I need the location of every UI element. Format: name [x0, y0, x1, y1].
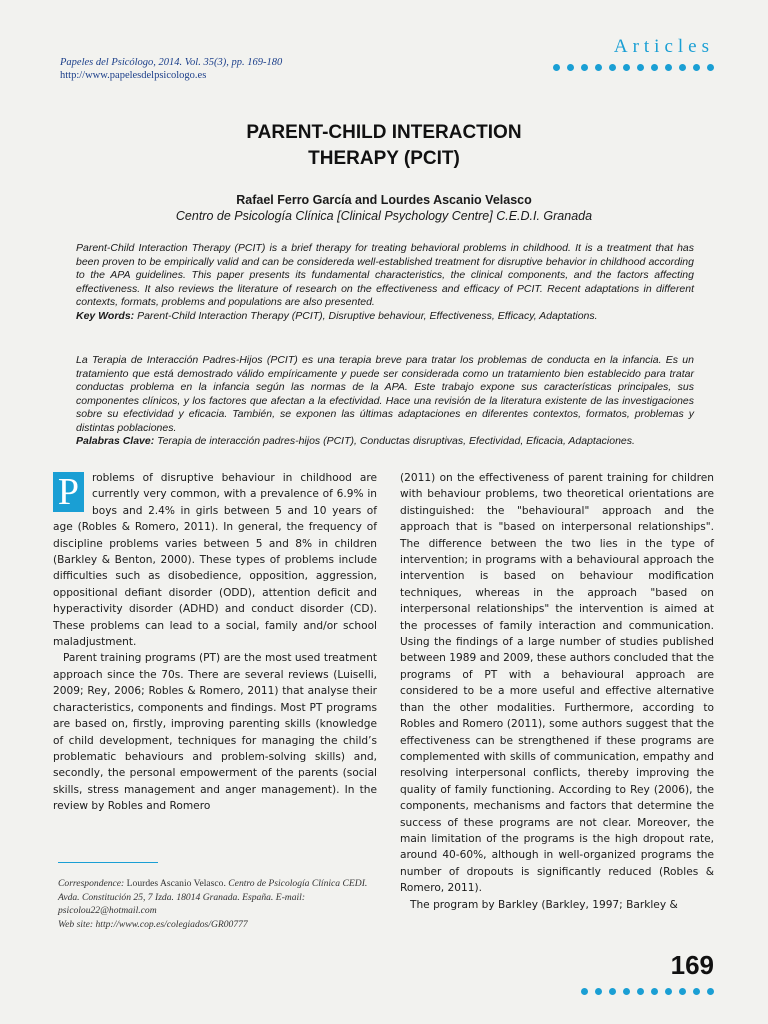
journal-citation: Papeles del Psicólogo, 2014. Vol. 35(3), pp. 169-180 [60, 57, 283, 68]
correspondence-website[interactable]: Web site: http://www.cop.es/colegiados/GR00777 [58, 918, 248, 930]
article-title [0, 120, 768, 172]
paragraph-3: (2011) on the effectiveness of parent training for children with behaviour problems, two theoretical orientations are distinguished: the "behavioural" approach and the approach that is "based on interpersonal relationships". The difference between the two lies in the type of intervention; in programs with a behavioural approach the intervention is based on behaviour modification techniques, whereas in the approach "based on interpersonal relationships" the intervention is aimed at the processes of family interaction and communication. Using the findings of a large number of studies published between 1989 and 2009, these authors concluded that the programs of PT with a behavioural approach are considered to be a more useful and effective alternative than the other modalities. Furthermore, according to Robles and Romero (2011), some authors suggest that the effectiveness can be strengthened if these programs are complemented with skills of communication, empathy and resolving interpersonal conflicts, thereby improving the quality of family functioning. According to Rey (2006), the components, mechanisms and factors that determine the success of these programs are not clear. Moreover, the main limitation of the programs is the high dropout rate, around 40-60%, although in well-organized programs the number of dropouts is significantly reduced (Robles & Romero, 2011). [400, 472, 714, 895]
section-label: Articles [613, 36, 714, 57]
title-line-1: PARENT-CHILD INTERACTION [246, 122, 522, 143]
correspondence-name: Lourdes Ascanio Velasco. [126, 878, 226, 889]
abstract-english [76, 242, 694, 323]
footnote-divider [58, 862, 158, 863]
abstract-spanish-text: La Terapia de Interacción Padres-Hijos (PCIT) es una terapia breve para tratar los problemas de conducta en la infancia. Es un tratamiento que está demostrado válido empíricamente y puede ser considerada como un tratamiento bien establecido para tratar conductas problema en la infancia según las normas de la APA. Este trabajo expone sus características principales, sus componentes clínicos, y los factores que afectan a la efectividad. Hace una revisión de la literatura existente de las investigaciones sobre su efectividad y eficacia. También, se exponen las últimas adaptaciones en diferentes contextos, formatos, problemas y distintas poblaciones. [76, 354, 694, 434]
authors: Rafael Ferro García and Lourdes Ascanio Velasco [236, 193, 532, 207]
abstract-spanish [76, 354, 694, 449]
paragraph-2: Parent training programs (PT) are the most used treatment approach since the 70s. There are several reviews (Luiselli, 2009; Rey, 2006; Robles & Romero, 2011) that analyse their characteristics, components and findings. Most PT programs are based on, firstly, improving parenting skills (knowledge of child development, techniques for managing the child’s problematic behaviours and problem-solving skills) and, secondly, the personal empowerment of the parents (social skills, stress management and anger management). In the review by Robles and Romero [53, 652, 377, 813]
body-column-right [400, 470, 714, 913]
page-number: 169 [670, 950, 714, 980]
keywords-label: Key Words: [76, 309, 135, 322]
keywords-text: Parent-Child Interaction Therapy (PCIT), Disruptive behaviour, Effectiveness, Efficacy, Adaptations. [137, 309, 598, 322]
drop-cap: P [53, 472, 84, 512]
correspondence-footnote [58, 877, 368, 931]
journal-url[interactable]: http://www.papelesdelpsicologo.es [60, 70, 207, 81]
paragraph-4: The program by Barkley (Barkley, 1997; Barkley & [410, 898, 678, 911]
affiliation: Centro de Psicología Clínica [Clinical Psychology Centre] C.E.D.I. Granada [175, 209, 593, 223]
correspondence-label: Correspondence: [58, 878, 125, 889]
title-line-2: THERAPY (PCIT) [308, 148, 460, 169]
decorative-dots-top [553, 64, 714, 71]
body-column-left [53, 470, 377, 815]
correspondence-address: Centro de Psicología Clínica CEDI. Avda. Constitución 25, 7 Izda. 18014 Granada. España. E-mail: psicolou22@hotmail.com [58, 878, 368, 917]
decorative-dots-bottom [581, 988, 714, 995]
paragraph-1: roblems of disruptive behaviour in childhood are currently very common, with a prevalence of 6.9% in boys and 2.4% in girls between 5 and 10 years of age (Robles & Romero, 2011). In general, the frequency of discipline problems varies between 5 and 8% in children (Barkley & Benton, 2000). These types of problems include difficulties such as disobedience, opposition, aggression, oppositional defiant disorder (ODD), attention deficit and hyperactivity disorder (ADHD) and conduct disorder (CD). These problems can lead to a social, family and/or school maladjustment. [53, 472, 377, 649]
abstract-english-text: Parent-Child Interaction Therapy (PCIT) is a brief therapy for treating behavioral problems in childhood. It is a treatment that has been proven to be empirically valid and can be considereda well-established treatment for disruptive behavior in childhood according to the APA guidelines. This paper presents its fundamental characteristics, the clinical components, and the factors affecting effectiveness. It also reviews the literature of research on the effectiveness and efficacy of PCIT. Recent adaptations in different contexts, formats, problems and populations are also presented. [76, 242, 694, 308]
palabras-clave-text: Terapia de interacción padres-hijos (PCIT), Conductas disruptivas, Efectividad, Eficacia, Adaptaciones. [157, 435, 635, 447]
palabras-clave-label: Palabras Clave: [76, 435, 155, 447]
